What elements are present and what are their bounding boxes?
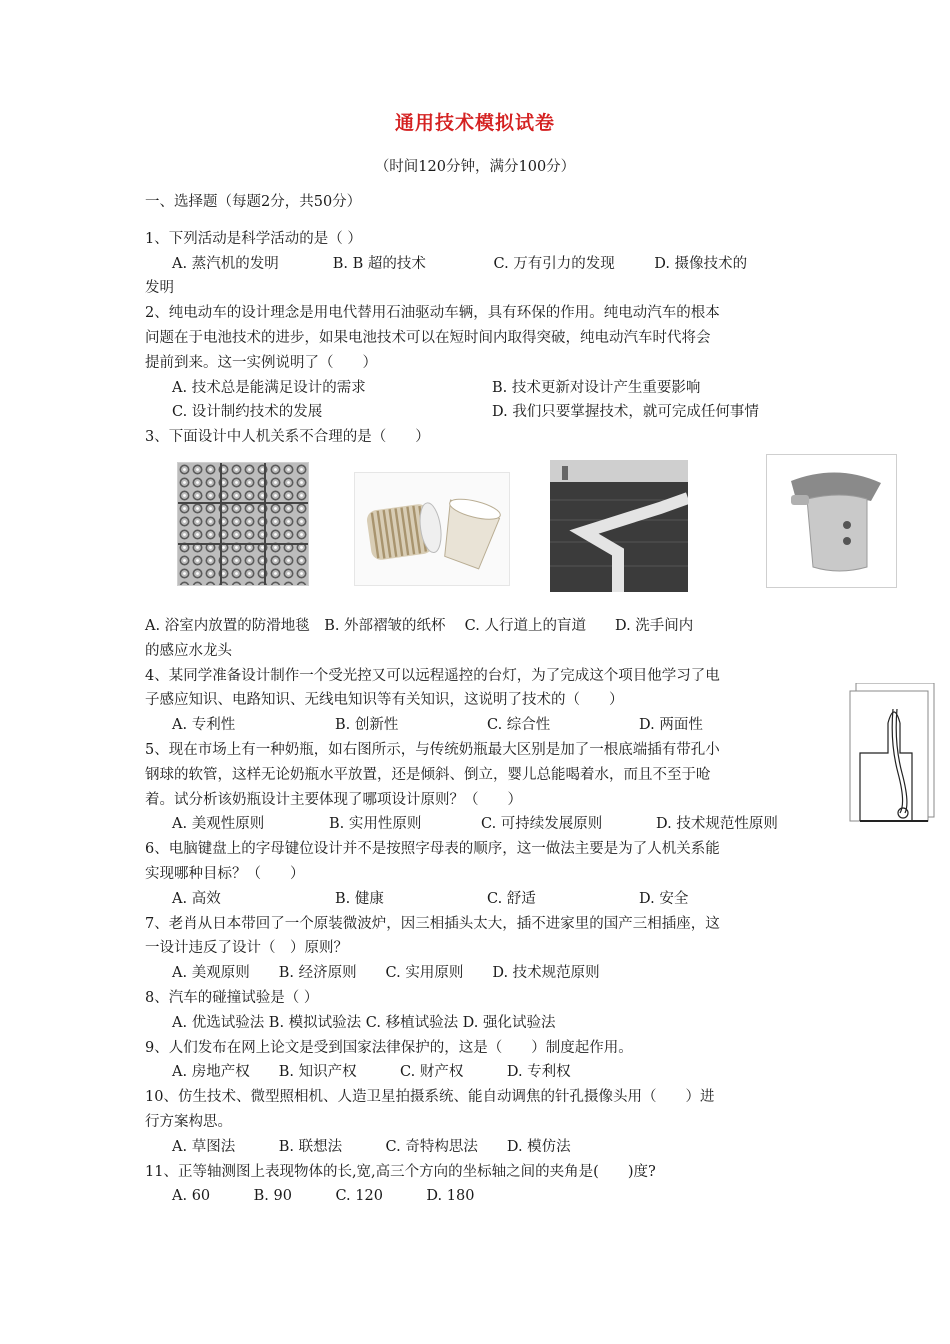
options-row <box>145 887 815 912</box>
question-options: A. 浴室内放置的防滑地毯 B. 外部褶皱的纸杯 C. 人行道上的盲道 D. 洗手间内 <box>145 617 694 634</box>
question-stem: 8、汽车的碰撞试验是（ ） <box>145 989 319 1006</box>
option-continuation: 发明 <box>145 280 174 297</box>
question-9 <box>145 1036 815 1086</box>
option-a: A. 专利性 <box>172 717 236 734</box>
option-b: B. B 超的技术 <box>332 255 426 272</box>
question-options: A. 美观原则 B. 经济原则 C. 实用原则 D. 技术规范原则 <box>172 965 600 982</box>
question-10 <box>145 1085 815 1159</box>
question-7 <box>145 912 815 986</box>
question-line: 2、纯电动车的设计理念是用电代替用石油驱动车辆，具有环保的作用。纯电动汽车的根本 <box>145 305 720 322</box>
question-3 <box>145 425 815 663</box>
options-row <box>145 400 815 425</box>
question-line: 子感应知识、电路知识、无线电知识等有关知识，这说明了技术的（ ） <box>145 692 624 709</box>
question-stem: 11、正等轴测图上表现物体的长,宽,高三个方向的坐标轴之间的夹角是( )度? <box>145 1163 656 1180</box>
question-line: 一设计违反了设计（ ）原则？ <box>145 940 348 957</box>
options-row <box>145 252 815 277</box>
option-c: C. 舒适 <box>487 890 536 907</box>
question-line: 问题在于电池技术的进步，如果电池技术可以在短时间内取得突破，纯电动汽车时代将会 <box>145 329 711 346</box>
question-line: 7、老肖从日本带回了一个原装微波炉，因三相插头太大，插不进家里的国产三相插座，这 <box>145 915 720 932</box>
question-line: 6、电脑键盘上的字母键位设计并不是按照字母表的顺序，这一做法主要是为了人机关系能 <box>145 841 720 858</box>
option-d: D. 技术规范性原则 <box>656 816 778 833</box>
option-d: D. 我们只要掌握技术，就可完成任何事情 <box>492 404 759 421</box>
question-4 <box>145 664 815 738</box>
figure-row <box>145 454 815 604</box>
options-row <box>145 713 815 738</box>
question-11 <box>145 1160 815 1210</box>
option-b: B. 实用性原则 <box>329 816 422 833</box>
question-6 <box>145 837 815 911</box>
option-c: C. 万有引力的发现 <box>493 255 615 272</box>
option-a: A. 美观性原则 <box>172 816 265 833</box>
page-title: 通用技术模拟试卷 <box>394 112 555 134</box>
option-b: B. 创新性 <box>335 717 399 734</box>
option-a: A. 技术总是能满足设计的需求 <box>172 379 366 396</box>
anti-slip-mat-image <box>177 462 309 586</box>
option-d: D. 安全 <box>639 890 689 907</box>
question-line: 4、某同学准备设计制作一个受光控又可以远程遥控的台灯，为了完成这个项目他学习了电 <box>145 667 720 684</box>
question-line: 实现哪种目标？（ ） <box>145 865 305 882</box>
question-2 <box>145 301 815 425</box>
question-1 <box>145 227 815 301</box>
section-heading: 一、选择题（每题2分，共50分） <box>145 194 362 210</box>
option-continuation: 的感应水龙头 <box>145 642 232 659</box>
question-stem: 3、下面设计中人机关系不合理的是（ ） <box>145 429 430 446</box>
option-a: A. 高效 <box>172 890 221 907</box>
page-subtitle: （时间120分钟，满分100分） <box>374 159 576 175</box>
question-options: A. 60 B. 90 C. 120 D. 180 <box>172 1188 475 1205</box>
question-line: 5、现在市场上有一种奶瓶，如右图所示，与传统奶瓶最大区别是加了一根底端插有带孔小 <box>145 741 720 758</box>
options-row <box>145 812 815 837</box>
tactile-paving-image <box>550 460 688 592</box>
question-line: 钢球的软管，这样无论奶瓶水平放置，还是倾斜、倒立，婴儿总能喝着水，而且不至于呛 <box>145 766 711 783</box>
question-options: A. 草图法 B. 联想法 C. 奇特构思法 D. 模仿法 <box>172 1138 571 1155</box>
question-options: A. 优选试验法 B. 模拟试验法 C. 移植试验法 D. 强化试验法 <box>172 1014 556 1031</box>
option-d: D. 两面性 <box>639 717 703 734</box>
option-c: C. 综合性 <box>487 717 551 734</box>
option-b: B. 健康 <box>335 890 384 907</box>
exam-content <box>145 190 815 1209</box>
paper-cup-image <box>354 472 510 586</box>
option-b: B. 技术更新对设计产生重要影响 <box>492 379 701 396</box>
option-a: A. 蒸汽机的发明 <box>172 255 279 272</box>
options-row <box>145 376 815 401</box>
question-line: 着。试分析该奶瓶设计主要体现了哪项设计原则？（ ） <box>145 791 522 808</box>
question-options: A. 房地产权 B. 知识产权 C. 财产权 D. 专利权 <box>172 1064 571 1081</box>
baby-bottle-image <box>848 683 936 823</box>
sensor-faucet-image <box>766 454 897 588</box>
question-line: 提前到来。这一实例说明了（ ） <box>145 354 377 371</box>
question-5 <box>145 738 815 837</box>
question-stem: 1、下列活动是科学活动的是（ ） <box>145 230 362 247</box>
option-d: D. 摄像技术的 <box>654 255 748 272</box>
question-line: 10、仿生技术、微型照相机、人造卫星拍摄系统、能自动调焦的针孔摄像头用（ ）进 <box>145 1089 715 1106</box>
option-c: C. 设计制约技术的发展 <box>172 404 323 421</box>
question-8 <box>145 986 815 1036</box>
question-line: 行方案构思。 <box>145 1113 232 1130</box>
question-stem: 9、人们发布在网上论文是受到国家法律保护的，这是（ ）制度起作用。 <box>145 1039 633 1056</box>
option-c: C. 可持续发展原则 <box>481 816 603 833</box>
